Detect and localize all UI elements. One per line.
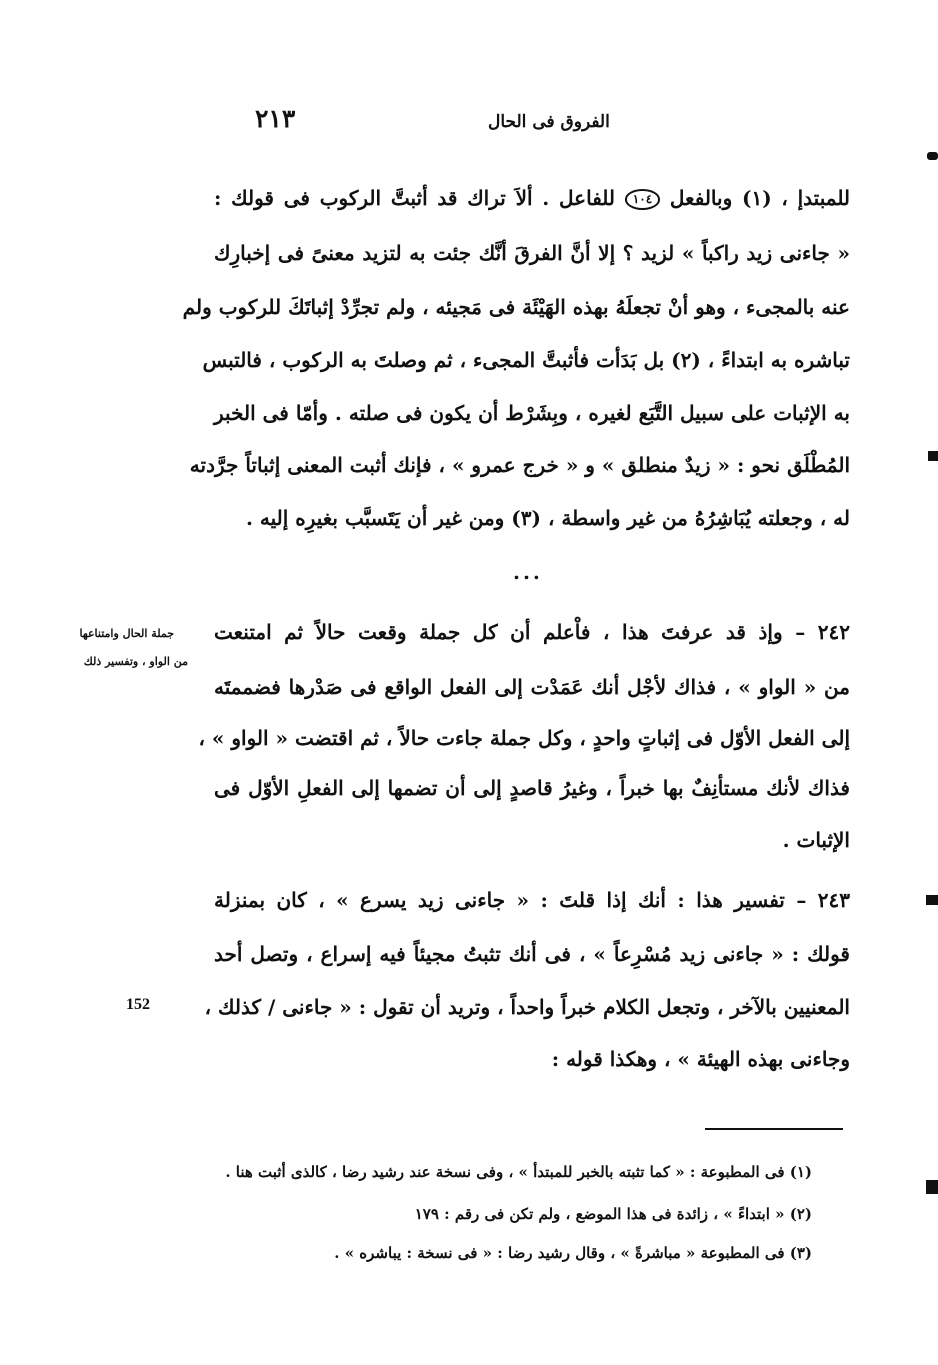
footnote-rule <box>705 1128 843 1130</box>
body-line-9: من « الواو » ، فذاك لأجْل أنك عَمَدْت إلى الفعل الواقع فى صَدْرها فضممتَه <box>214 675 850 699</box>
body-line-text: للمبتدإ ، (١) وبالفعل <box>669 186 851 210</box>
body-line-6: المُطْلَق نحو : « زيدٌ منطلق » و « خرج عمرو » ، فإنك أثبت المعنى إثباتاً جرَّدته <box>189 453 850 477</box>
body-line-2: « جاءنى زيد راكباً » لزيد ؟ إلا أنَّ الفرقَ أنَّك جئت به لتزيد معنىً فى إخبارِك <box>214 241 850 265</box>
body-line-16: وجاءنى بهذه الهيئة » ، وهكذا قوله : <box>551 1047 850 1071</box>
scan-edge-mark <box>927 152 938 160</box>
scan-edge-mark <box>926 895 938 905</box>
body-line-5: به الإثبات على سبيل التَّبَع لغيره ، وبِشَرْط أن يكون فى صلته . وأمّا فى الخبر <box>214 401 850 425</box>
body-line-15: المعنيين بالآخر ، وتجعل الكلام خبراً واحداً ، وتريد أن تقول : « جاءنى / كذلك ، <box>204 995 850 1019</box>
running-title: الفروق فى الحال <box>488 112 610 132</box>
margin-page-number: 152 <box>126 996 150 1013</box>
body-line-12: الإثبات . <box>782 828 850 852</box>
body-line-1 <box>214 188 850 210</box>
page-number: ٢١٣ <box>255 104 296 133</box>
footnote-3: (٣) فى المطبوعة « مباشرةً » ، وقال رشيد رضا : « فى نسخة : يباشره » . <box>334 1244 812 1262</box>
inline-marker: ١٠٤ <box>625 189 660 209</box>
side-note-line-2: من الواو ، وتفسير ذلك <box>83 655 188 668</box>
body-line-14: قولك : « جاءنى زيد مُسْرِعاً » ، فى أنك تثبتُ مجيئاً فيه إسراع ، وتصل أحد <box>214 942 850 966</box>
body-line-11: فذاك لأنك مستأنِفٌ بها خبراً ، وغيرُ قاصدٍ إلى أن تضمها إلى الفعلِ الأوّل فى <box>214 776 850 800</box>
body-line-7: له ، وجعلته يُبَاشِرُهُ من غير واسطة ، (٣) ومن غير أن يَتَسبَّب بغيرِه إليه . <box>245 506 850 530</box>
footnote-2: (٢) « ابتداءً » ، زائدة فى هذا الموضع ، ولم تكن فى رقم : ١٧٩ <box>414 1205 812 1223</box>
body-line-10: إلى الفعل الأوّل فى إثباتٍ واحدٍ ، وكل جملة جاءت حالاً ، ثم اقتضت « الواو » ، <box>198 726 850 750</box>
footnote-1: (١) فى المطبوعة : « كما تثبته بالخبر للمبتدأ » ، وفى نسخة عند رشيد رضا ، كالذى أثبت هنا . <box>225 1163 812 1181</box>
body-line-8: ٢٤٢ – وإذ قد عرفتَ هذا ، فاْعلم أن كل جملة وقعت حالاً ثم امتنعت <box>214 620 850 644</box>
side-note-line-1: جملة الحال وامتناعها <box>79 627 174 640</box>
body-line-3: عنه بالمجىء ، وهو أنْ تجعلَهُ بهذه الهَيْئَة فى مَجيئه ، ولم تجرِّدْ إثباتَكَ للركوب ولم <box>182 295 850 319</box>
scan-edge-mark <box>926 1180 938 1194</box>
body-line-13: ٢٤٣ – تفسير هذا : أنك إذا قلتَ : « جاءنى زيد يسرع » ، كان بمنزلة <box>214 888 850 912</box>
body-line-4: تباشره به ابتداءً ، (٢) بل بَدَأت فأثبتَّ المجىء ، ثم وصلتَ به الركوب ، فالتبس <box>202 348 850 372</box>
section-separator: ... <box>513 560 543 584</box>
scan-edge-mark <box>928 451 938 461</box>
body-line-text: للفاعل . ألاَ تراك قد أثبتَّ الركوب فى قولك : <box>214 186 616 210</box>
